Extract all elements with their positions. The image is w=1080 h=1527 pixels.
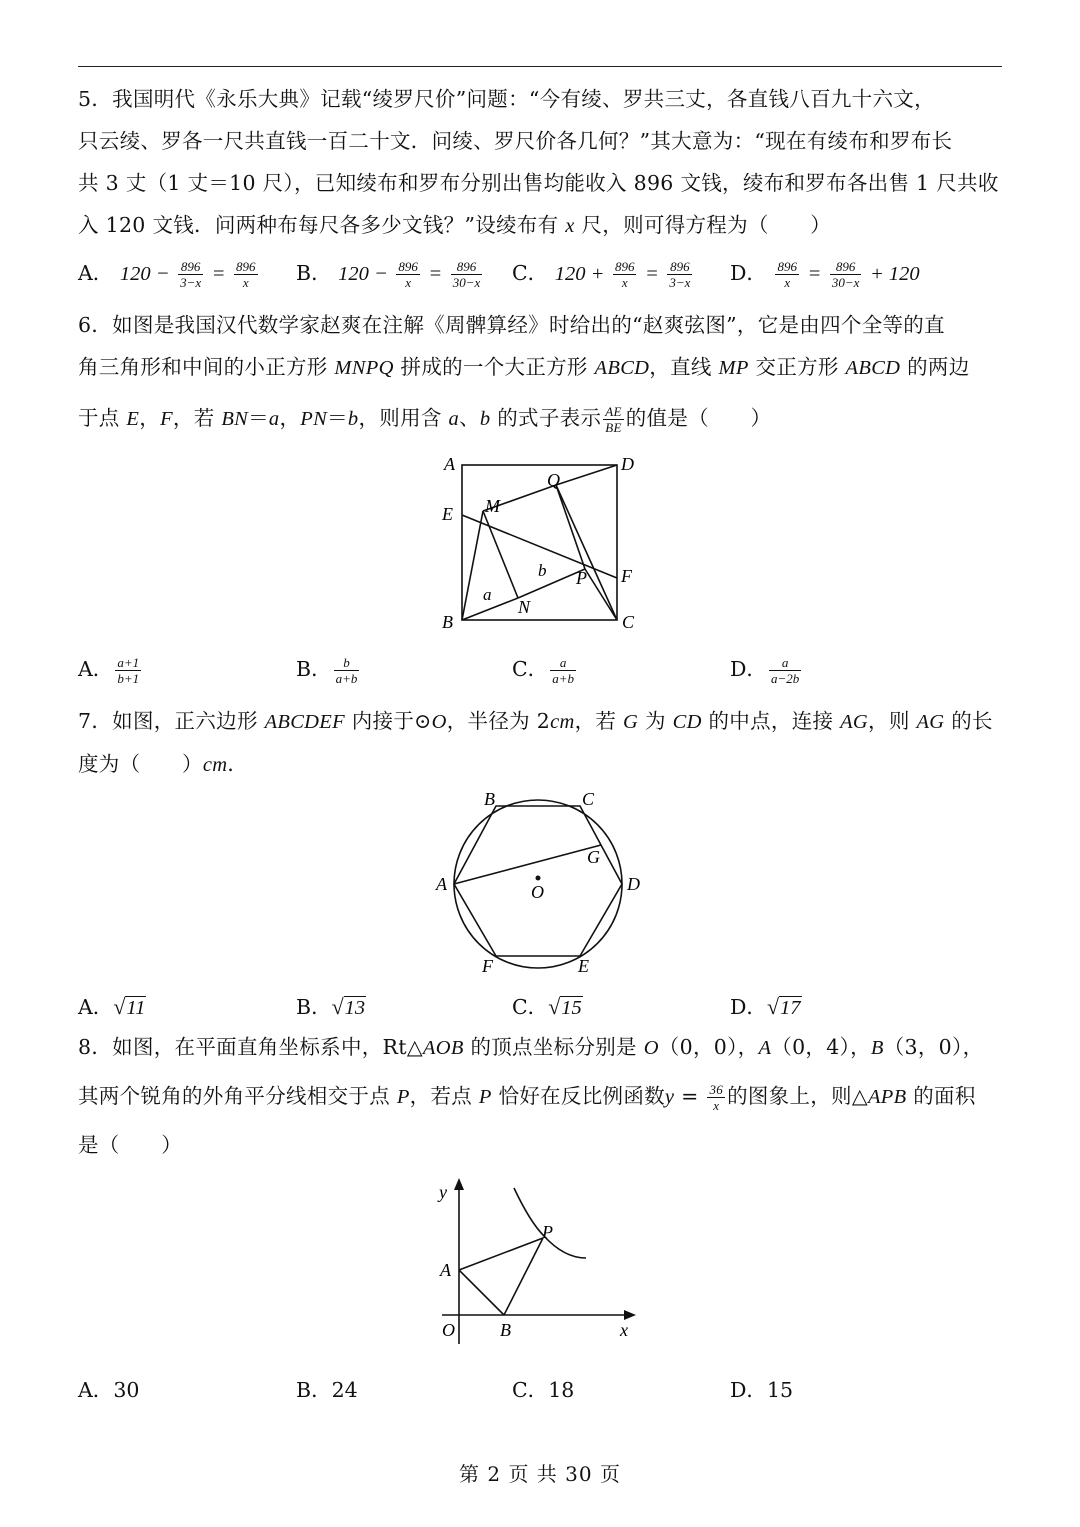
q5-line-1: 5．我国明代《永乐大典》记载“绫罗尺价”问题：“今有绫、罗共三丈，各直钱八百九十六文， [78,87,935,111]
label-y: y [439,1182,447,1202]
line-np [518,569,585,598]
label-Q: Q [547,470,560,490]
label-O: O [531,882,544,902]
label-D: D [621,454,634,474]
question-8 [78,1026,1008,1166]
question-5 [78,78,1008,247]
hexagon-circle-figure [430,788,650,980]
q7-option-a[interactable]: A．√11 [78,994,146,1019]
q6-line-2: 角三角形和中间的小正方形 MNPQ 拼成的一个大正方形 ABCD，直线 MP 交正方形 ABCD 的两边 [78,355,970,379]
label-P: P [576,568,587,588]
label-A: A [436,874,447,894]
q7-line-1: 7．如图，正六边形 ABCDEF 内接于⊙O，半径为 2cm，若 G 为 CD 的中点，连接 AG，则 AG 的长 [78,709,993,733]
q8-line-3: 是（ ） [78,1133,182,1157]
segment-ap [459,1238,543,1270]
q8-line-1: 8．如图，在平面直角坐标系中，Rt△AOB 的顶点坐标分别是 O（0，0），A（0，4），B（3，0）， [78,1035,984,1059]
q8-line-2: 其两个锐角的外角平分线相交于点 P，若点 P 恰好在反比例函数y = $\frac{36}{x}$ 的图象上，则△APB 的面积 [78,1082,976,1113]
q8-option-b[interactable]: B．24 [296,1378,358,1402]
label-O: O [442,1320,455,1340]
q6-option-d[interactable]: D． $\frac{a}{a-2b}$ [730,655,800,686]
label-B: B [484,789,495,809]
q5-option-b[interactable]: B． 120 − $\frac{896}{x}$ = $\frac{896}{30-x}$ [296,259,481,290]
label-E: E [442,504,453,524]
label-E: E [578,956,589,976]
line-dq [556,465,617,485]
header-rule [78,66,1002,67]
hexagon-abcdef [454,806,622,956]
q6-option-a[interactable]: A． $\frac{a+1}{b+1}$ [78,655,140,686]
segment-bp [504,1238,543,1315]
center-dot [536,876,541,881]
q7-option-c[interactable]: C．√15 [512,994,582,1019]
label-B: B [442,612,453,632]
label-b: b [538,561,547,580]
page-footer: 第 2 页 共 30 页 [459,1462,621,1486]
question-6 [78,304,1008,440]
q6-line-3: 于点 E，F，若 BN＝a，PN＝b，则用含 a、b 的式子表示 $\frac{AE}{BE}$ 的值是（ ） [78,404,772,435]
q7-option-d[interactable]: D．√17 [730,994,801,1019]
zhao-shuang-figure [430,448,650,638]
coordinate-figure [430,1172,650,1352]
q5-line-3: 共 3 丈（1 丈＝10 尺），已知绫布和罗布分别出售均能收入 896 文钱，绫布和罗布各出售 1 尺共收 [78,171,999,195]
label-C: C [582,789,595,809]
q5-line-2: 只云绫、罗各一尺共直钱一百二十文．问绫、罗尺价各几何？”其大意为：“现在有绫布和罗布长 [78,129,953,153]
q5-option-a[interactable]: A． 120 − $\frac{896}{3-x}$ = $\frac{896}{x}$ [78,259,256,290]
label-F: F [482,956,493,976]
x-axis-arrow [624,1310,636,1320]
label-a: a [483,585,492,604]
label-M: M [485,496,500,516]
q6-line-1: 6．如图是我国汉代数学家赵爽在注解《周髀算经》时给出的“赵爽弦图”，它是由四个全等的直 [78,313,945,337]
label-B: B [500,1320,511,1340]
label-C: C [622,612,635,632]
q8-option-d[interactable]: D．15 [730,1378,794,1402]
label-G: G [587,847,600,867]
label-P: P [542,1222,553,1242]
q8-option-a[interactable]: A．30 [78,1378,140,1402]
label-A: A [444,454,455,474]
q5-option-d[interactable]: D． $\frac{896}{x}$ = $\frac{896}{30-x}$ + 120 [730,259,920,290]
q5-line-4: 入 120 文钱．问两种布每尺各多少文钱？”设绫布有 x 尺，则可得方程为（ ） [78,213,832,237]
label-x: x [620,1320,628,1340]
line-qp [556,485,585,569]
question-7 [78,700,1008,786]
q7-line-2: 度为（ ）cm． [78,752,249,776]
label-F: F [621,566,632,586]
y-axis-arrow [454,1178,464,1190]
label-D: D [627,874,640,894]
label-A: A [440,1260,451,1280]
label-N: N [518,597,531,617]
q7-option-b[interactable]: B．√13 [296,994,366,1019]
q5-option-c[interactable]: C． 120 + $\frac{896}{x}$ = $\frac{896}{3-x}$ [512,259,691,290]
line-bm [462,511,483,620]
q6-option-b[interactable]: B． $\frac{b}{a+b}$ [296,655,358,686]
line-cq [556,485,617,620]
segment-ab [459,1270,504,1315]
q8-option-c[interactable]: C．18 [512,1378,575,1402]
q6-option-c[interactable]: C． $\frac{a}{a+b}$ [512,655,574,686]
segment-ag [454,845,601,884]
